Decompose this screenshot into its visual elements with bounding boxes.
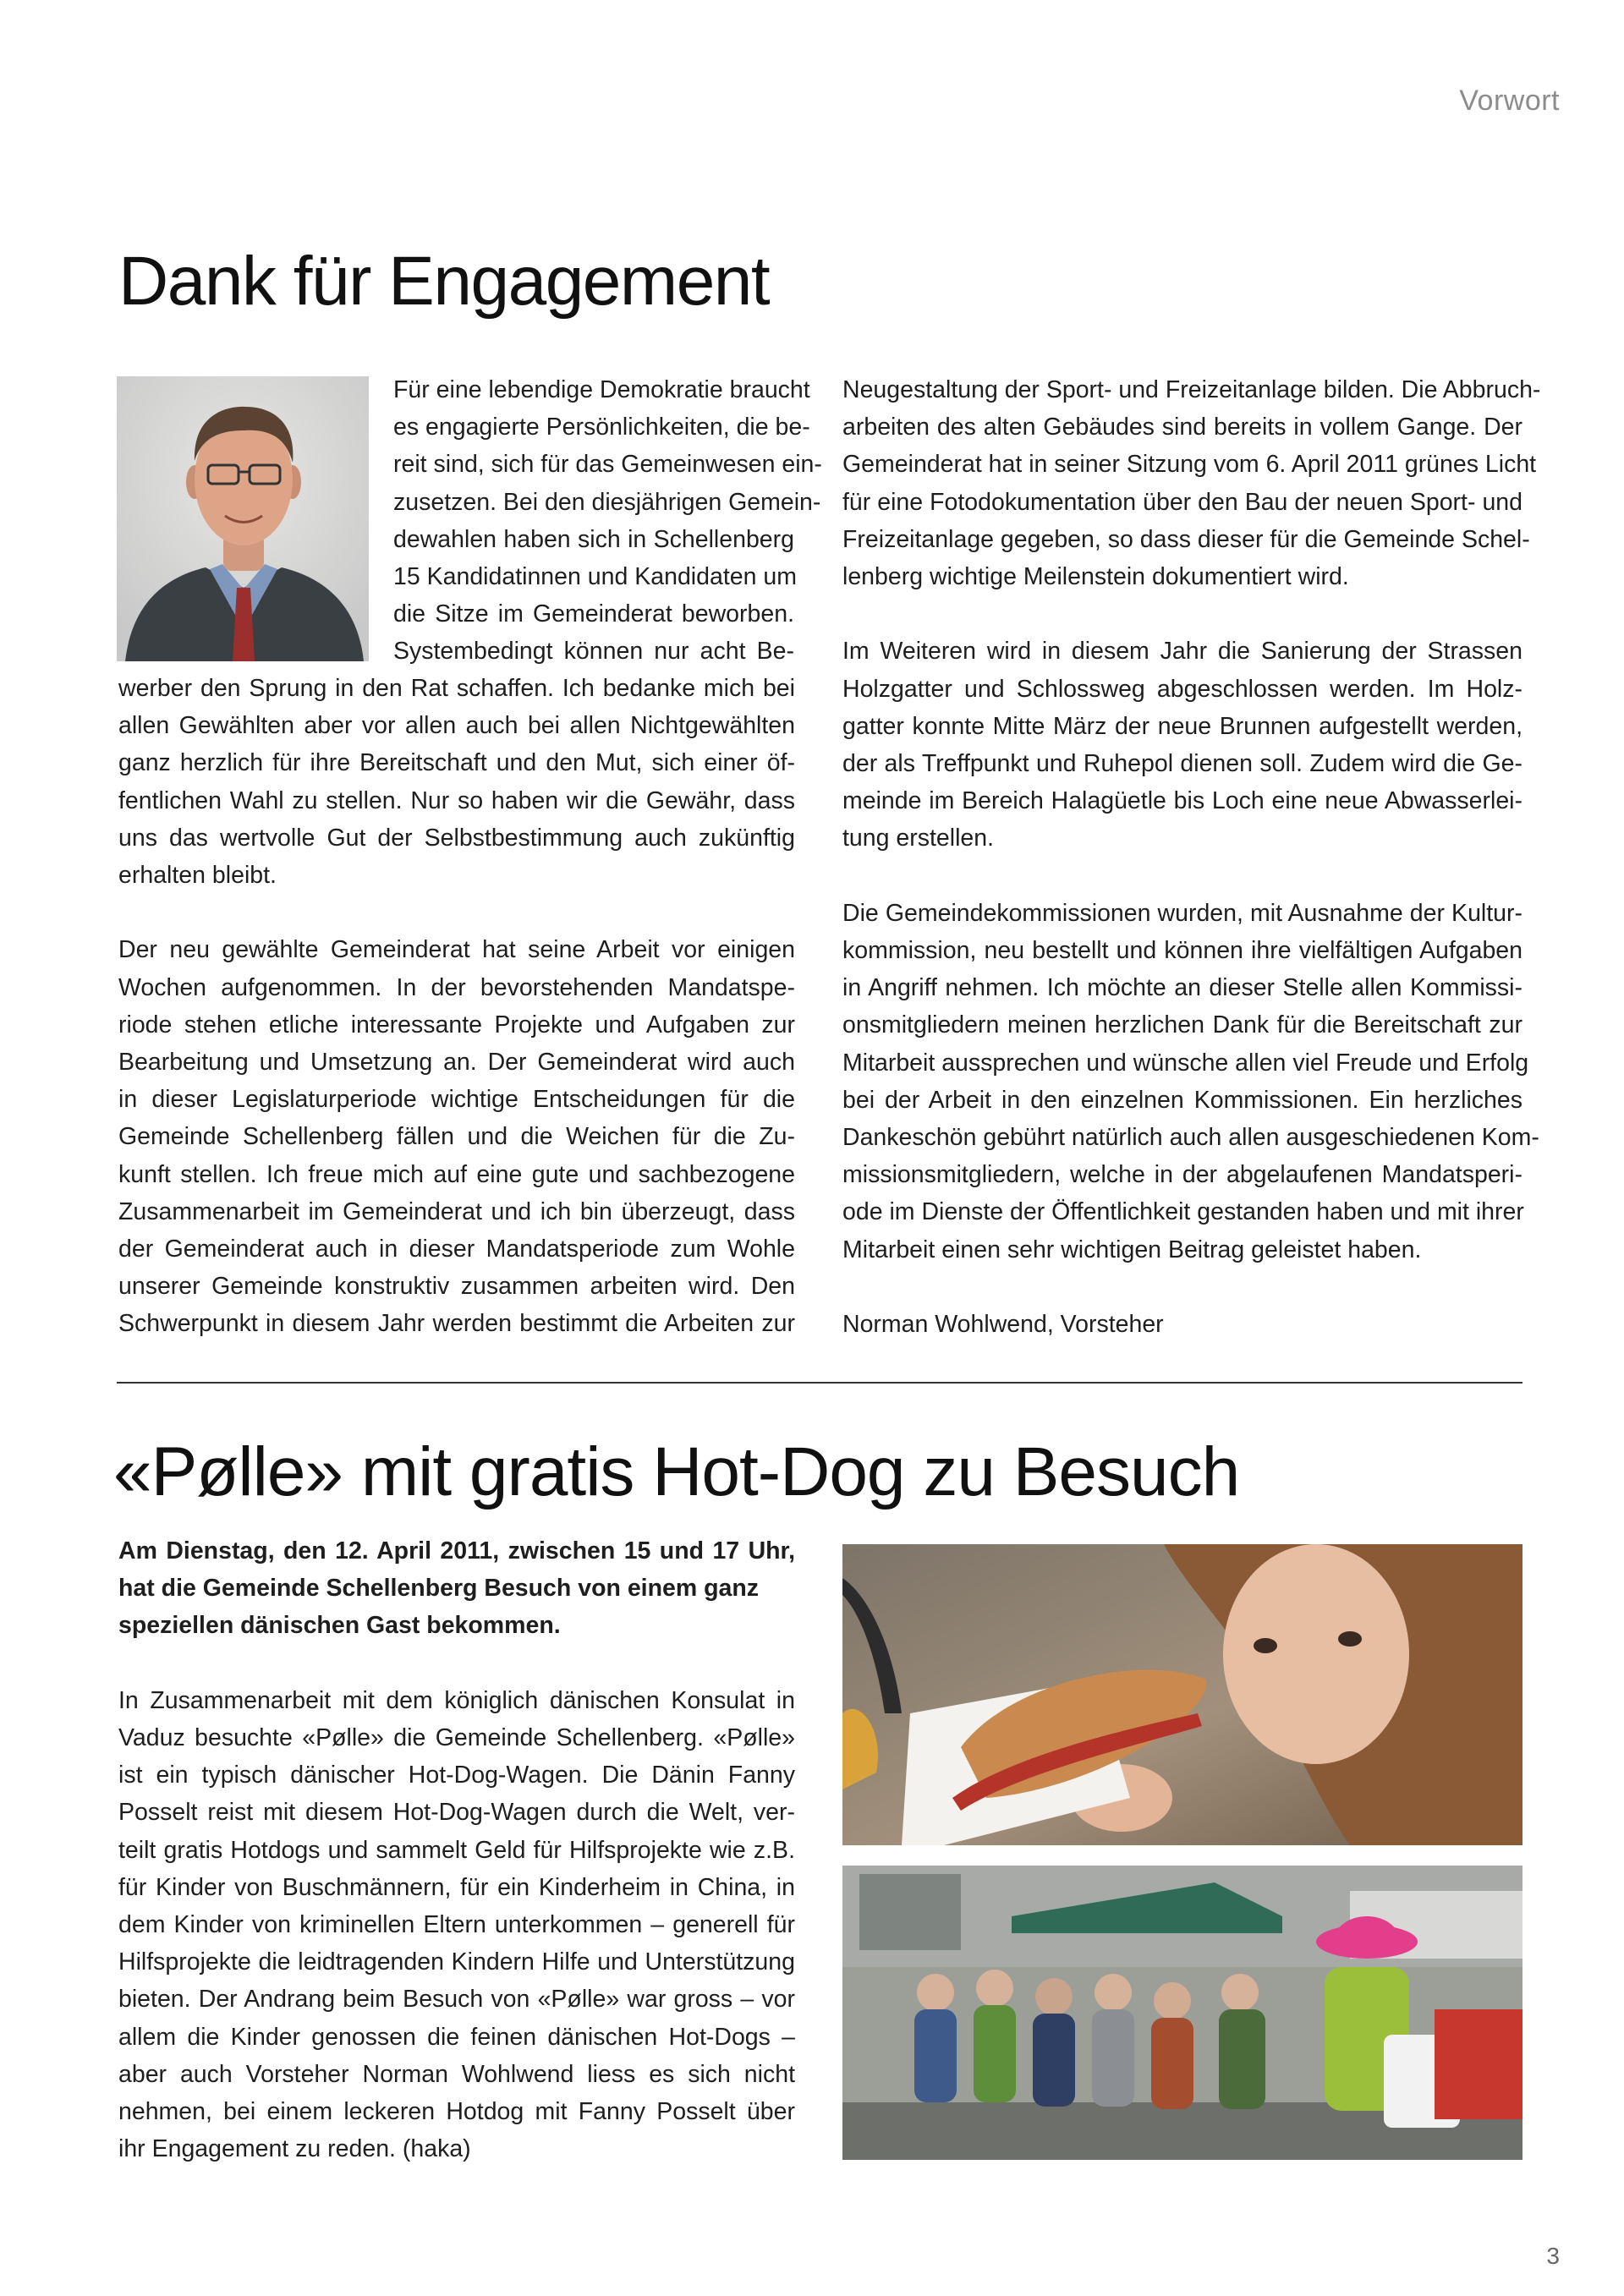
text-line: aber auch Vorsteher Norman Wohlwend liess es sich nicht	[118, 2060, 795, 2088]
paragraph	[118, 931, 795, 1342]
child-eating-hotdog-photo	[842, 1544, 1522, 1845]
text-line: Gemeinde Schellenberg fällen und die Weichen für die Zu-	[118, 1123, 795, 1151]
text-line: der als Treffpunkt und Ruhepol dienen soll. Zudem wird die Ge-	[842, 750, 1522, 778]
text-line: Der neu gewählte Gemeinderat hat seine Arbeit vor einigen	[118, 936, 795, 964]
text-line: hat die Gemeinde Schellenberg Besuch von einem ganz	[118, 1575, 760, 1603]
text-line: reit sind, sich für das Gemeinwesen ein-	[393, 451, 822, 479]
text-line: missionsmitgliedern, welche in der abgelaufenen Mandatsperi-	[842, 1161, 1522, 1189]
text-line: riode stehen etliche interessante Projekte und Aufgaben zur	[118, 1011, 795, 1038]
text-line: Dankeschön gebührt natürlich auch allen ausgeschiedenen Kom-	[842, 1124, 1539, 1152]
text-line: teilt gratis Hotdogs und sammelt Geld für Hilfsprojekte wie z.B.	[118, 1836, 795, 1864]
text-line: dem Kinder von kriminellen Eltern unterkommen – generell für	[118, 1911, 795, 1939]
text-line: In Zusammenarbeit mit dem königlich dänischen Konsulat in	[118, 1686, 795, 1714]
text-line: der Gemeinderat auch in dieser Mandatsperiode zum Wohle	[118, 1236, 795, 1263]
paragraph	[118, 670, 795, 894]
text-line: in dieser Legislaturperiode wichtige Entscheidungen für die	[118, 1086, 795, 1114]
text-line: tung erstellen.	[842, 825, 995, 852]
text-line: speziellen dänischen Gast bekommen.	[118, 1612, 561, 1640]
text-line: allen Gewählten aber vor allen auch bei allen Nichtgewählten	[118, 712, 795, 740]
signature-text: Norman Wohlwend, Vorsteher	[842, 1311, 1164, 1339]
text-line: die Sitze im Gemeinderat beworben.	[393, 600, 794, 628]
text-line: meinde im Bereich Halagüetle bis Loch eine neue Abwasserlei-	[842, 787, 1522, 815]
paragraph	[118, 1682, 795, 2168]
text-line: unserer Gemeinde konstruktiv zusammen arbeiten wird. Den	[118, 1273, 795, 1301]
article-title: Dank für Engagement	[118, 243, 770, 320]
text-line: kommission, neu bestellt und können ihre vielfältigen Aufgaben	[842, 937, 1522, 965]
text-line: ganz herzlich für ihre Bereitschaft und den Mut, sich einer öf-	[118, 749, 795, 777]
text-line: Für eine lebendige Demokratie braucht	[393, 376, 810, 403]
portrait-photo	[117, 376, 369, 661]
text-line: es engagierte Persönlichkeiten, die be-	[393, 414, 810, 441]
text-line: ist ein typisch dänischer Hot-Dog-Wagen. Die Dänin Fanny	[118, 1762, 795, 1789]
paragraph	[842, 895, 1539, 1269]
article-title: «Pølle» mit gratis Hot-Dog zu Besuch	[113, 1433, 1240, 1510]
text-line: Neugestaltung der Sport- und Freizeitanlage bilden. Die Abbruch-	[842, 376, 1541, 403]
text-line: Zusammenarbeit im Gemeinderat und ich bin überzeugt, dass	[118, 1197, 795, 1225]
text-line: dewahlen haben sich in Schellenberg	[393, 525, 794, 553]
text-line: ode im Dienste der Öffentlichkeit gestanden haben und mit ihrer	[842, 1198, 1524, 1226]
text-line: Gemeinderat hat in seiner Sitzung vom 6. April 2011 grünes Licht	[842, 451, 1537, 479]
article1-right-column	[842, 371, 1541, 1343]
lead-paragraph	[118, 1532, 795, 1645]
text-line: Wochen aufgenommen. In der bevorstehenden Mandatspe-	[118, 973, 795, 1001]
text-line: kunft stellen. Ich freue mich auf eine gute und sachbezogene	[118, 1160, 795, 1188]
text-line: onsmitgliedern meinen herzlichen Dank für die Bereitschaft zur	[842, 1011, 1522, 1039]
text-line: Mitarbeit aussprechen und wünsche allen viel Freude und Erfolg	[842, 1049, 1529, 1077]
paragraph	[842, 633, 1522, 857]
text-line: für Kinder von Buschmännern, für ein Kinderheim in China, in	[118, 1873, 795, 1901]
text-line: arbeiten des alten Gebäudes sind bereits in vollem Gange. Der	[842, 414, 1522, 441]
page-number: 3	[1546, 2243, 1560, 2269]
text-line: Systembedingt können nur acht Be-	[393, 638, 794, 666]
text-line: Vaduz besuchte «Pølle» die Gemeinde Schellenberg. «Pølle»	[118, 1724, 795, 1751]
text-line: uns das wertvolle Gut der Selbstbestimmung auch zukünftig	[118, 824, 795, 852]
text-line: nehmen, bei einem leckeren Hotdog mit Fanny Posselt über	[118, 2098, 795, 2126]
text-line: ihr Engagement zu reden. (haka)	[118, 2135, 471, 2163]
text-line: Hilfsprojekte die leidtragenden Kindern Hilfe und Unterstützung	[118, 1948, 795, 1976]
text-line: allem die Kinder genossen die feinen dänischen Hot-Dogs –	[118, 2023, 795, 2051]
text-line: bieten. Der Andrang beim Besuch von «Pølle» war gross – vor	[118, 1986, 795, 2014]
text-line: lenberg wichtige Meilenstein dokumentiert wird.	[842, 563, 1349, 591]
text-line: Am Dienstag, den 12. April 2011, zwischen 15 und 17 Uhr,	[118, 1537, 795, 1564]
article1-left-column	[118, 670, 795, 1343]
text-line: Freizeitanlage gegeben, so dass dieser für die Gemeinde Schel-	[842, 525, 1530, 553]
text-line: zusetzen. Bei den diesjährigen Gemein-	[393, 488, 821, 516]
intro-wrapped-text	[393, 371, 822, 671]
children-queue-photo	[842, 1866, 1522, 2160]
text-line: Die Gemeindekommissionen wurden, mit Ausnahme der Kultur-	[842, 899, 1522, 927]
paragraph	[842, 371, 1541, 595]
text-line: Bearbeitung und Umsetzung an. Der Gemeinderat wird auch	[118, 1049, 795, 1077]
text-line: erhalten bleibt.	[118, 862, 277, 890]
article2-text-column	[118, 1532, 795, 2167]
text-line: fentlichen Wahl zu stellen. Nur so haben wir die Gewähr, dass	[118, 786, 795, 814]
text-line: 15 Kandidatinnen und Kandidaten um	[393, 563, 797, 591]
section-label: Vorwort	[1459, 85, 1560, 117]
section-divider	[117, 1382, 1522, 1384]
text-line: Mitarbeit einen sehr wichtigen Beitrag geleistet haben.	[842, 1236, 1422, 1263]
text-line: bei der Arbeit in den einzelnen Kommissionen. Ein herzliches	[842, 1086, 1522, 1114]
text-line: für eine Fotodokumentation über den Bau der neuen Sport- und	[842, 488, 1522, 516]
text-line: Schwerpunkt in diesem Jahr werden bestimmt die Arbeiten zur	[118, 1310, 795, 1338]
text-line: werber den Sprung in den Rat schaffen. Ich bedanke mich bei	[118, 675, 795, 702]
text-line: Holzgatter und Schlossweg abgeschlossen werden. Im Holz-	[842, 675, 1522, 703]
text-line: in Angriff nehmen. Ich möchte an dieser Stelle allen Kommissi-	[842, 974, 1522, 1002]
text-line: Posselt reist mit diesem Hot-Dog-Wagen durch die Welt, ver-	[118, 1799, 795, 1827]
text-line: Im Weiteren wird in diesem Jahr die Sanierung der Strassen	[842, 638, 1522, 666]
text-line: gatter konnte Mitte März der neue Brunnen aufgestellt werden,	[842, 712, 1522, 740]
signature	[842, 1306, 1522, 1343]
